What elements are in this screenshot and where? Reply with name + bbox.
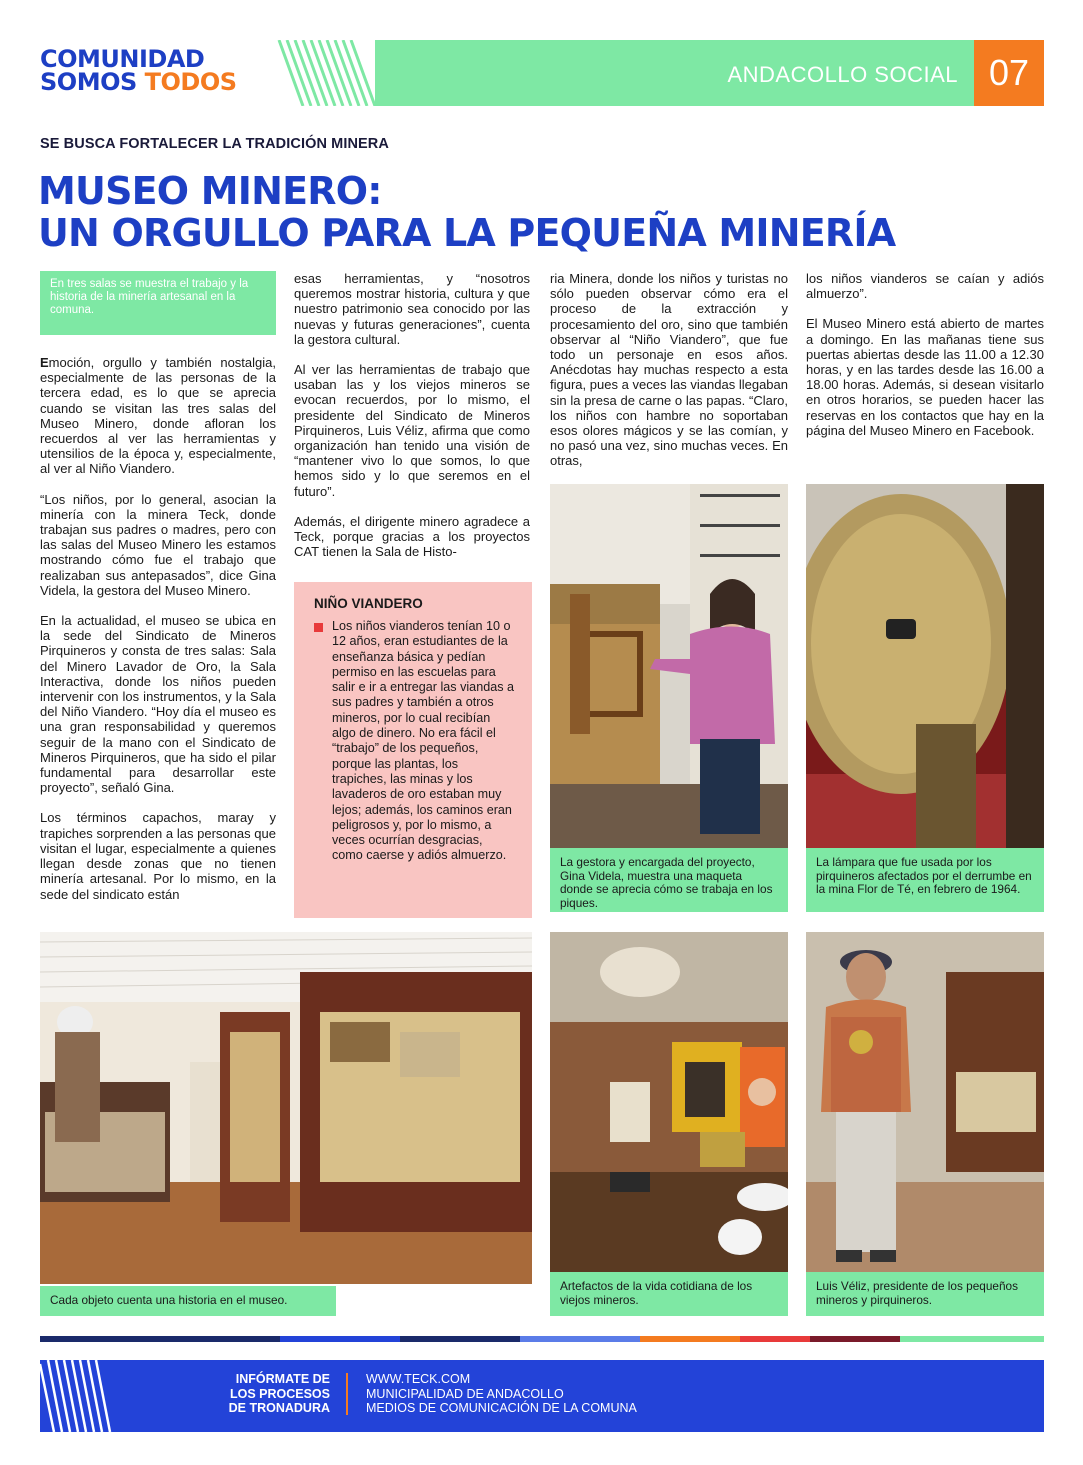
section-title: ANDACOLLO SOCIAL bbox=[727, 62, 958, 87]
paragraph: En la actualidad, el museo se ubica en la sede del Sindicato de Mineros Pirquineros y consta de tres salas: Sala del Minero Lavador de Oro, la Sala Interactiva, donde los niños pueden intervenir con los instrumentos, y la Sala del Niño Viandero. “Hoy día el museo es una gran responsabilidad y queremos seguir de la mano con el Sindicato de Mineros Pirquineros, que ha sido el pilar fundamental para desarrollar este proyecto”, señaló Gina. bbox=[40, 613, 276, 796]
paragraph: Además, el dirigente minero agradece a Teck, porque gracias a los proyectos CAT tienen la Sala de Histo- bbox=[294, 513, 530, 560]
headline-line-1: MUSEO MINERO: bbox=[38, 169, 382, 213]
article-kicker: SE BUSCA FORTALECER LA TRADICIÓN MINERA bbox=[40, 136, 389, 152]
paragraph: esas herramientas, y “nosotros queremos mostrar historia, cultura y que nuestro patrimonio sea conocido por las nuevas y futuras generaciones”, cuenta la gestora cultural. bbox=[294, 271, 530, 347]
paragraph: Los términos capachos, maray y trapiches sorprenden a las personas que visitan el lugar, especialmente a quienes llegan desde zonas que no tienen minería artesanal. Por lo mismo, en la sede del sindicato están bbox=[40, 810, 276, 902]
bullet-square-icon bbox=[314, 623, 323, 632]
paragraph: ria Minera, donde los niños y turistas no sólo pueden observar cómo era el proceso de la extracción y procesamiento del oro, sino que también observar al “Niño Viandero”, que fue todo un personaje en esos años. Anécdotas hay muchas respecto a esta figura, pues a veces las viandas llegaban sin la presa de carne o las papas. “Claro, los niños con hambre no soportaban esos olores mágicos y se las comían, y no pasó una vez, sino muchas veces. En otras, bbox=[550, 271, 788, 469]
brand-line-2: SOMOS TODOS bbox=[40, 68, 237, 96]
brand-logo bbox=[40, 45, 237, 96]
footer-link-teck[interactable]: WWW.TECK.COM bbox=[366, 1372, 471, 1386]
paragraph: Emoción, orgullo y también nostalgia, especialmente de las personas de la tercera edad, es lo que se aprecia cuando se visitan las tres salas del Museo Minero, donde afloran los recuerdos al ver las herramientas y utensilios de la época y, especialmente, al ver al Niño Viandero. bbox=[40, 355, 276, 477]
header-stripes-decoration bbox=[275, 40, 375, 106]
footer-municipalidad: MUNICIPALIDAD DE ANDACOLLO bbox=[366, 1386, 564, 1401]
article-column-1 bbox=[40, 355, 276, 917]
paragraph: El Museo Minero está abierto de martes a domingo. En las mañanas tiene sus puertas abiertas desde las 11.00 a 12.30 horas, y en las tardes desde las 16.00 a 18.00 horas. Además, si desean visitarlo en otros horarios, se pueden hacer las reservas en los contactos que hay en la página del Museo Minero en Facebook. bbox=[806, 316, 1044, 438]
footer-stripes-decoration bbox=[40, 1360, 120, 1432]
paragraph: Al ver las herramientas de trabajo que usaban las y los viejos mineros se evocan recuerdos, por lo mismo, el presidente del Sindicato de Mineros Pirquineros, Luis Véliz, afirma que como organización han tenido una visión de “mantener vivo lo que somos, lo que hemos sido y lo que seremos en el futuro”. bbox=[294, 362, 530, 499]
article-column-2 bbox=[294, 271, 530, 574]
footer-left-text: INFÓRMATE DE LOS PROCESOS DE TRONADURA bbox=[228, 1372, 330, 1415]
footer-separator bbox=[346, 1373, 348, 1415]
caption-artifacts: Artefactos de la vida cotidiana de los viejos mineros. bbox=[550, 1272, 788, 1316]
caption-museum: Cada objeto cuenta una historia en el museo. bbox=[40, 1286, 336, 1316]
photo-lamp bbox=[806, 484, 1044, 848]
article-headline bbox=[38, 170, 895, 254]
photo-gina-videla bbox=[550, 484, 788, 848]
sidebar-text: Los niños vianderos tenían 10 o 12 años, eran estudiantes de la enseñanza básica y pedían permiso en las escuelas para salir e ir a entregar las viandas a sus padres y también a otros mineros, por lo cual recibían algo de dinero. No era fácil el “trabajo” de los pequeños, porque las plantas, los trapiches, las minas y los lavaderos de oro estaban muy lejos; además, los caminos eran peligrosos y, por lo mismo, a veces ocurrían desgracias, como caerse y adiós almuerzo. bbox=[314, 619, 514, 864]
photo-artifacts bbox=[550, 932, 788, 1272]
caption-lamp: La lámpara que fue usada por los pirquineros afectados por el derrumbe en la mina Flor de Té, en febrero de 1964. bbox=[806, 848, 1044, 912]
footer-medios: MEDIOS DE COMUNICACIÓN DE LA COMUNA bbox=[366, 1401, 637, 1415]
photo-luis-veliz bbox=[806, 932, 1044, 1272]
photo-museum-hall bbox=[40, 932, 532, 1284]
caption-gina: La gestora y encargada del proyecto, Gina Videla, muestra una maqueta donde se aprecia cómo se trabaja en los piques. bbox=[550, 848, 788, 912]
article-column-3 bbox=[550, 271, 788, 484]
article-column-4 bbox=[806, 271, 1044, 453]
drop-cap: E bbox=[40, 355, 49, 370]
brand-line-2-accent: TODOS bbox=[144, 68, 237, 96]
sidebar-title: NIÑO VIANDERO bbox=[314, 596, 423, 611]
brand-line-1: COMUNIDAD bbox=[40, 45, 205, 73]
headline-line-2: UN ORGULLO PARA LA PEQUEÑA MINERÍA bbox=[38, 211, 896, 255]
page-number: 07 bbox=[974, 40, 1044, 106]
lead-box: En tres salas se muestra el trabajo y la historia de la minería artesanal en la comuna. bbox=[40, 271, 276, 335]
footer-color-bar bbox=[40, 1336, 1044, 1352]
paragraph: los niños vianderos se caían y adiós almuerzo”. bbox=[806, 271, 1044, 302]
caption-luis: Luis Véliz, presidente de los pequeños mineros y pirquineros. bbox=[806, 1272, 1044, 1316]
footer-right-text bbox=[366, 1372, 637, 1416]
sidebar-nino-viandero bbox=[294, 582, 532, 918]
paragraph: “Los niños, por lo general, asocian la minería con la minera Teck, donde trabajan sus padres o madres, pero con las salas del Museo Minero les estamos mostrando cómo fue el trabajo que realizaban sus antepasados”, dice Gina Videla, la gestora del Museo Minero. bbox=[40, 491, 276, 598]
